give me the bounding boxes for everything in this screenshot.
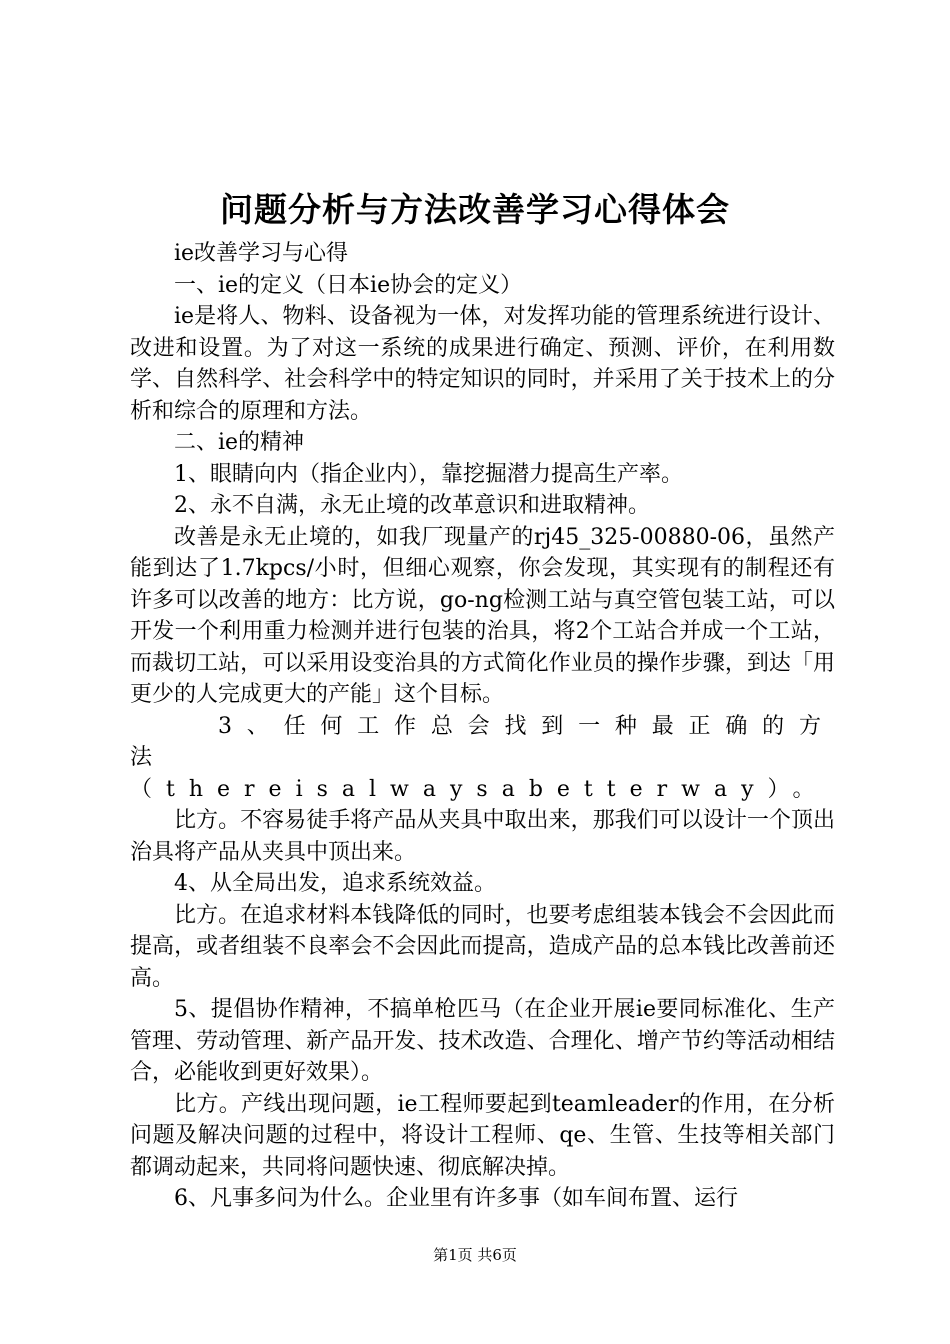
paragraph: ie改善学习与心得 bbox=[174, 241, 349, 266]
paragraph: 1、眼睛向内（指企业内），靠挖掘潜力提高生产率。 bbox=[174, 461, 683, 487]
paragraph: 二、ie的精神 bbox=[174, 430, 305, 455]
paragraph: 比方。在追求材料本钱降低的同时，也要考虑组装本钱会不会因此而提高，或者组装不良率会不会因此而提高，造成产品的总本钱比改善前还高。 bbox=[130, 902, 835, 991]
page-footer: 第1页 共6页 bbox=[433, 1246, 517, 1264]
document-title: 问题分析与方法改善学习心得体会 bbox=[220, 190, 730, 229]
paragraph: 3、任何工作总会找到一种最正确的方法（thereisalwaysabetterway）。 bbox=[130, 713, 835, 802]
paragraph: 比方。不容易徒手将产品从夹具中取出来，那我们可以设计一个顶出治具将产品从夹具中顶出来。 bbox=[130, 808, 835, 865]
paragraph: 比方。产线出现问题，ie工程师要起到teamleader的作用，在分析问题及解决问题的过程中，将设计工程师、qe、生管、生技等相关部门都调动起来，共同将问题快速、彻底解决掉。 bbox=[130, 1091, 835, 1180]
paragraph: 一、ie的定义（日本ie协会的定义） bbox=[174, 272, 523, 298]
paragraph: ie是将人、物料、设备视为一体，对发挥功能的管理系统进行设计、改进和设置。为了对这一系统的成果进行确定、预测、评价，在利用数学、自然科学、社会科学中的特定知识的同时，并采用了关于技术上的分析和综合的原理和方法。 bbox=[130, 304, 835, 424]
paragraph: 改善是永无止境的，如我厂现量产的rj45_325-00880-06，虽然产能到达了1.7kpcs/小时，但细心观察，你会发现，其实现有的制程还有许多可以改善的地方：比方说，go-ng检测工站与真空管包装工站，可以开发一个利用重力检测并进行包装的治具，将2个工站合并成一个工站，而裁切工站，可以采用设变治具的方式简化作业员的操作步骤，到达「用更少的人完成更大的产能」这个目标。 bbox=[130, 524, 835, 707]
paragraph: 4、从全局出发，追求系统效益。 bbox=[174, 871, 496, 896]
paragraph: 5、提倡协作精神，不搞单枪匹马（在企业开展ie要同标准化、生产管理、劳动管理、新产品开发、技术改造、合理化、增产节约等活动相结合，必能收到更好效果）。 bbox=[130, 997, 835, 1085]
document-body bbox=[130, 238, 835, 1215]
paragraph: 6、凡事多问为什么。企业里有许多事（如车间布置、运行 bbox=[174, 1186, 738, 1211]
paragraph: 2、永不自满，永无止境的改革意识和进取精神。 bbox=[174, 493, 650, 518]
